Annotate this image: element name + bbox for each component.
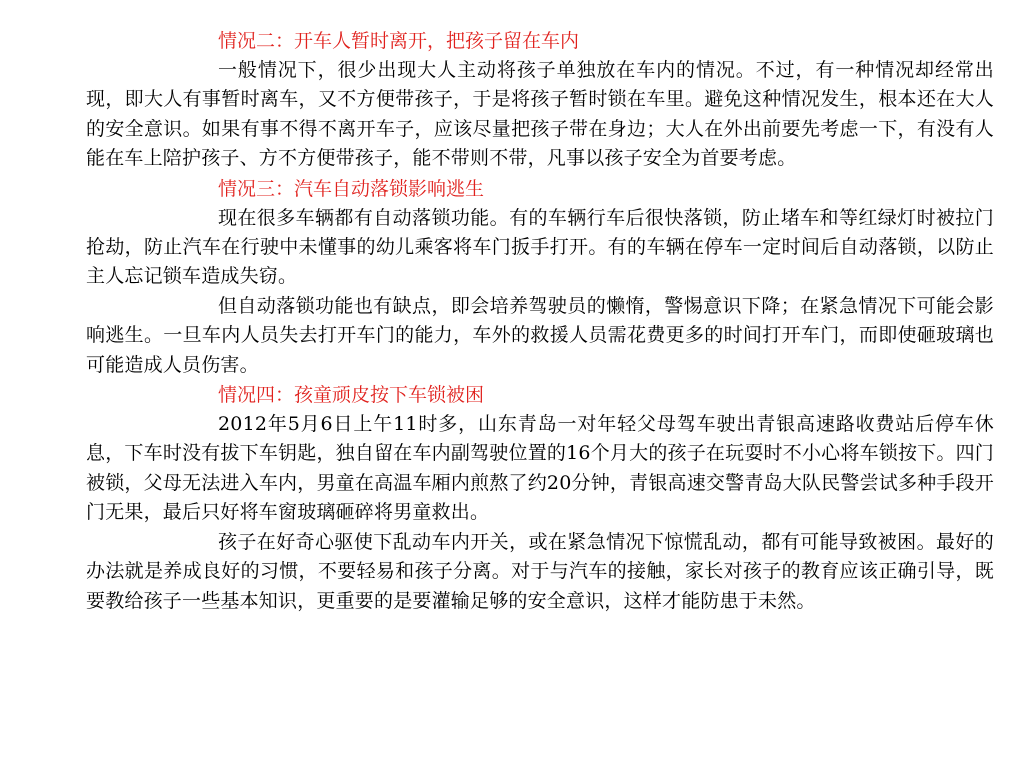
section-heading: 情况四：孩童顽皮按下车锁被困 bbox=[218, 384, 485, 407]
section-situation-2 bbox=[86, 26, 994, 174]
body-paragraph: 2012年5月6日上午11时多，山东青岛一对年轻父母驾车驶出青银高速路收费站后停车休息，下车时没有拔下车钥匙，独自留在车内副驾驶位置的16个月大的孩子在玩耍时不小心将车锁按下。四门被锁，父母无法进入车内，男童在高温车厢内煎熬了约20分钟，青银高速交警青岛大队民警尝试多种手段开门无果，最后只好将车窗玻璃砸碎将男童救出。 bbox=[86, 413, 994, 524]
body-paragraph: 现在很多车辆都有自动落锁功能。有的车辆行车后很快落锁，防止堵车和等红绿灯时被拉门抢劫，防止汽车在行驶中未懂事的幼儿乘客将车门扳手打开。有的车辆在停车一定时间后自动落锁，以防止主人忘记锁车造成失窃。 bbox=[86, 206, 994, 288]
section-heading: 情况二：开车人暂时离开，把孩子留在车内 bbox=[218, 30, 580, 52]
body-paragraph: 一般情况下，很少出现大人主动将孩子单独放在车内的情况。不过，有一种情况却经常出现，即大人有事暂时离车，又不方便带孩子，于是将孩子暂时锁在车里。避免这种情况发生，根本还在大人的安全意识。如果有事不得不离开车子，应该尽量把孩子带在身边；大人在外出前要先考虑一下，有没有人能在车上陪护孩子、方不方便带孩子，能不带则不带，凡事以孩子安全为首要考虑。 bbox=[86, 59, 994, 170]
section-situation-4 bbox=[86, 380, 994, 616]
section-heading: 情况三：汽车自动落锁影响逃生 bbox=[218, 177, 485, 200]
body-paragraph: 但自动落锁功能也有缺点，即会培养驾驶员的懒惰，警惕意识下降；在紧急情况下可能会影响逃生。一旦车内人员失去打开车门的能力，车外的救援人员需花费更多的时间打开车门，而即使砸玻璃也可能造成人员伤害。 bbox=[86, 294, 994, 376]
section-situation-3 bbox=[86, 174, 994, 380]
body-paragraph: 孩子在好奇心驱使下乱动车内开关，或在紧急情况下惊慌乱动，都有可能导致被困。最好的办法就是养成良好的习惯，不要轻易和孩子分离。对于与汽车的接触，家长对孩子的教育应该正确引导，既要教给孩子一些基本知识，更重要的是要灌输足够的安全意识，这样才能防患于未然。 bbox=[86, 530, 994, 612]
